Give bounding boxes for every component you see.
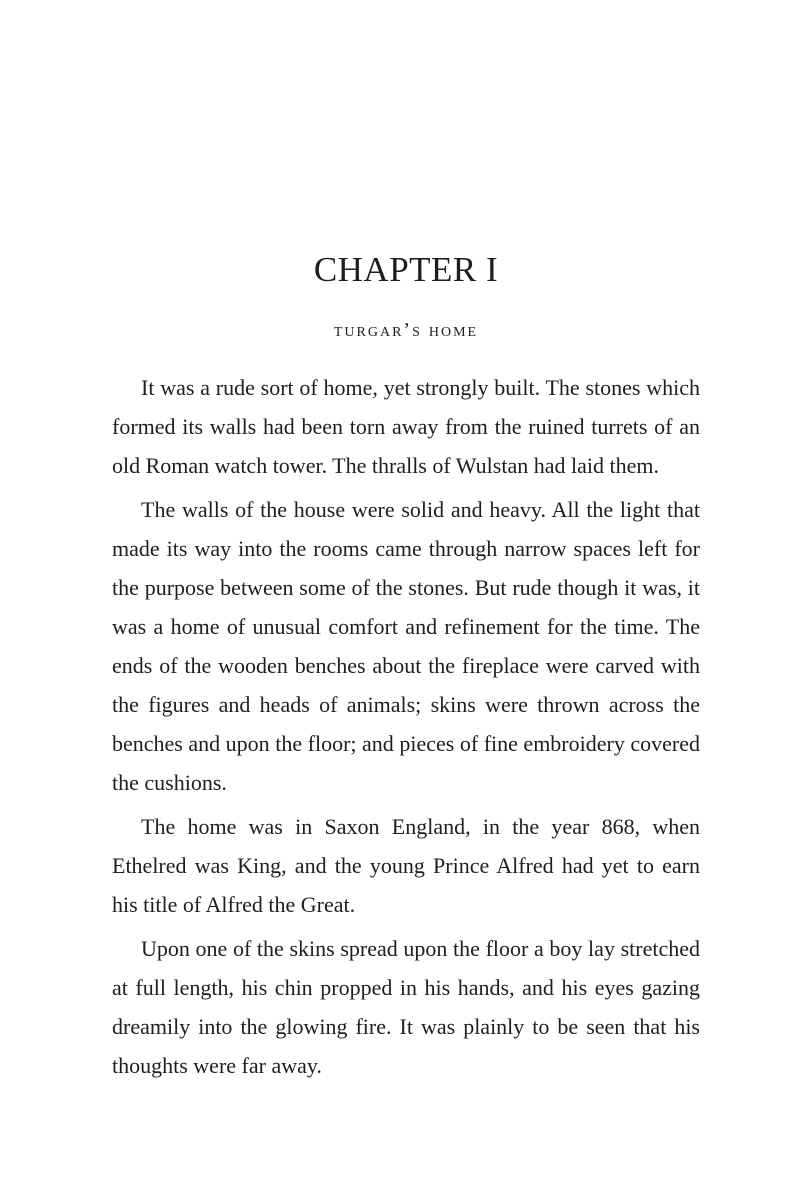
chapter-title: CHAPTER I	[313, 250, 499, 289]
paragraph: Upon one of the skins spread upon the floor a boy lay stretched at full length, his chin propped in his hands, and his eyes gazing dreamily into the glowing fire. It was plainly to be seen that his thoughts were far away.	[112, 936, 700, 1078]
book-page	[112, 248, 700, 1085]
paragraph: The walls of the house were solid and heavy. All the light that made its way into the rooms came through narrow spaces left for the purpose between some of the stones. But rude though it was, it was a home of unusual comfort and refinement for the time. The ends of the wooden benches about the fireplace were carved with the figures and heads of animals; skins were thrown across the benches and upon the floor; and pieces of fine embroidery covered the cushions.	[112, 497, 700, 795]
paragraph: It was a rude sort of home, yet strongly built. The stones which formed its walls had been torn away from the ruined turrets of an old Roman watch tower. The thralls of Wulstan had laid them.	[112, 375, 700, 478]
paragraph: The home was in Saxon England, in the year 868, when Ethelred was King, and the young Prince Alfred had yet to earn his title of Alfred the Great.	[112, 814, 700, 917]
chapter-subtitle: turgar’s home	[333, 319, 479, 341]
chapter-body	[112, 368, 700, 1085]
